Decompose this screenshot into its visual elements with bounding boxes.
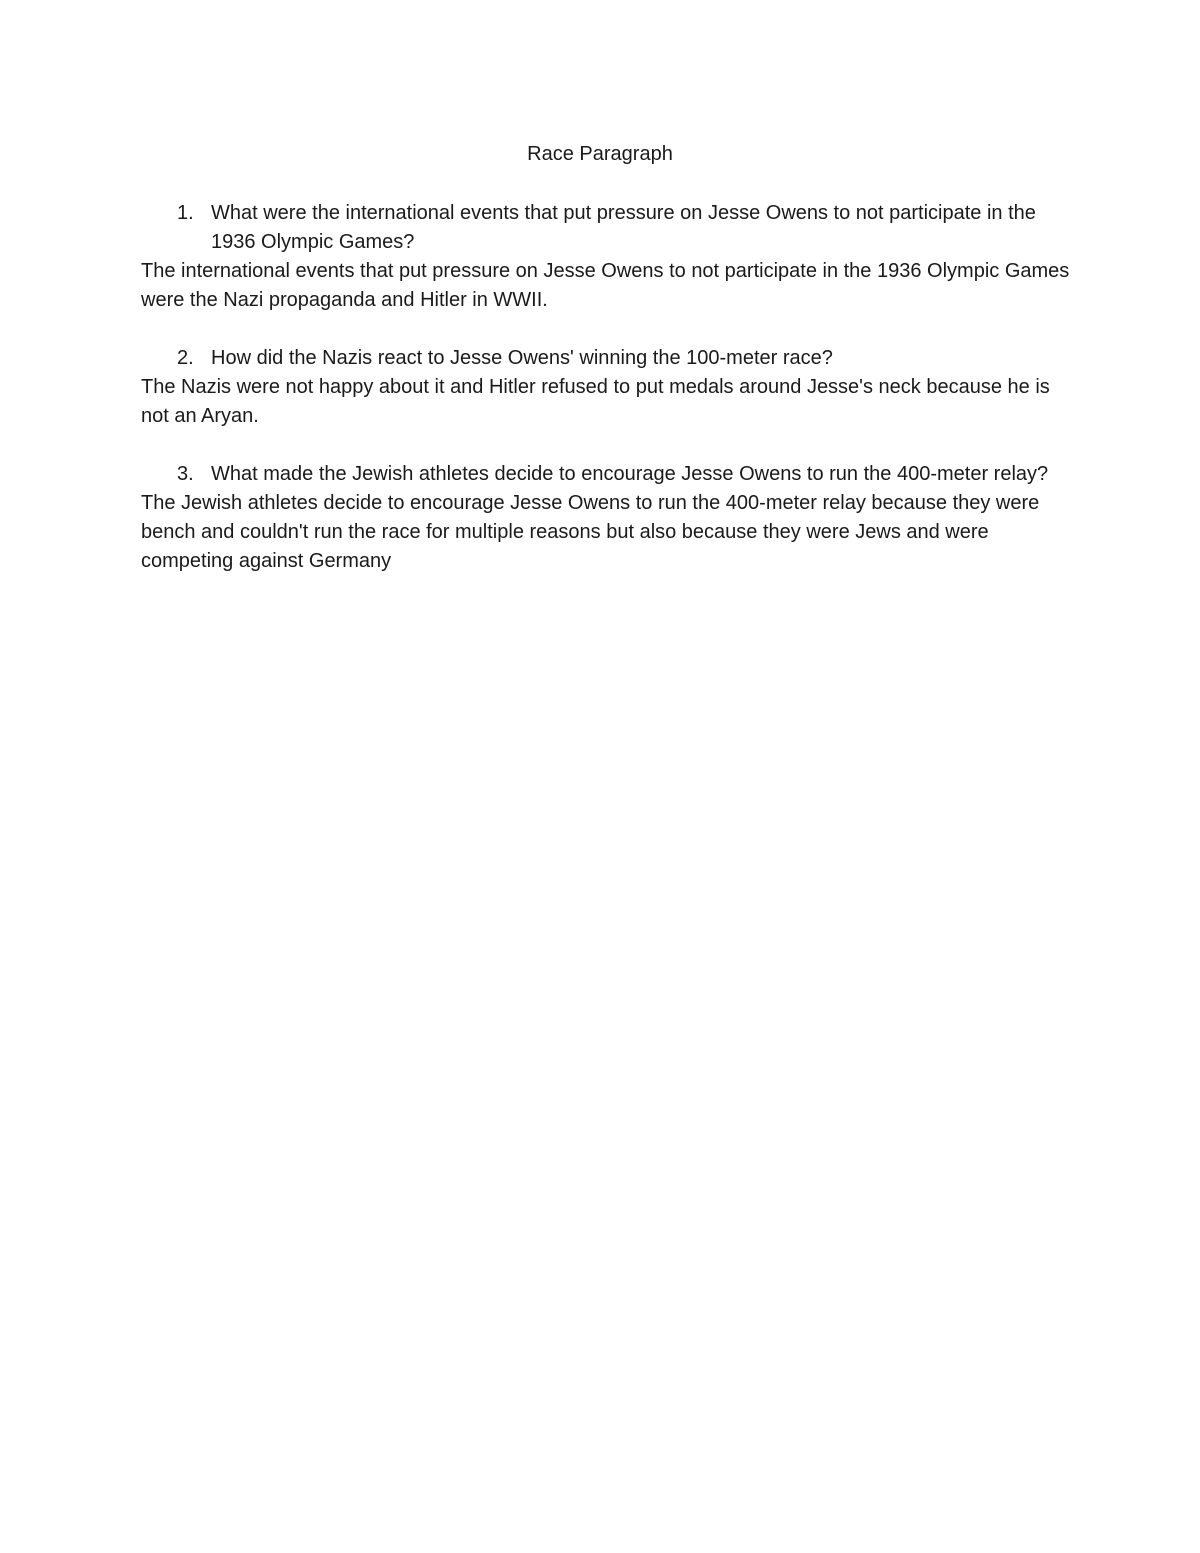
question-number-1: 1. bbox=[177, 202, 194, 224]
question-text-3: What made the Jewish athletes decide to encourage Jesse Owens to run the 400-meter relay? bbox=[211, 463, 1049, 485]
question-2 bbox=[141, 344, 1071, 373]
question-text-1: What were the international events that put pressure on Jesse Owens to not participate in the 1936 Olympic Games? bbox=[211, 202, 1036, 253]
question-text-2: How did the Nazis react to Jesse Owens' winning the 100-meter race? bbox=[211, 347, 833, 369]
question-number-2: 2. bbox=[177, 347, 194, 369]
question-list bbox=[141, 199, 1071, 605]
answer-2: The Nazis were not happy about it and Hitler refused to put medals around Jesse's neck because he is not an Aryan. bbox=[141, 376, 1050, 427]
qa-item-2 bbox=[141, 344, 1071, 431]
question-1 bbox=[141, 199, 1071, 257]
question-3 bbox=[141, 460, 1071, 489]
document-title: Race Paragraph bbox=[527, 143, 673, 165]
answer-1: The international events that put pressure on Jesse Owens to not participate in the 1936 Olympic Games were the Nazi propaganda and Hitler in WWII. bbox=[141, 260, 1070, 311]
qa-item-3 bbox=[141, 460, 1071, 576]
qa-item-1 bbox=[141, 199, 1071, 315]
question-number-3: 3. bbox=[177, 463, 194, 485]
answer-3: The Jewish athletes decide to encourage Jesse Owens to run the 400-meter relay because they were bench and couldn't run the race for multiple reasons but also because they were Jews and were competing against Germany bbox=[141, 492, 1040, 572]
